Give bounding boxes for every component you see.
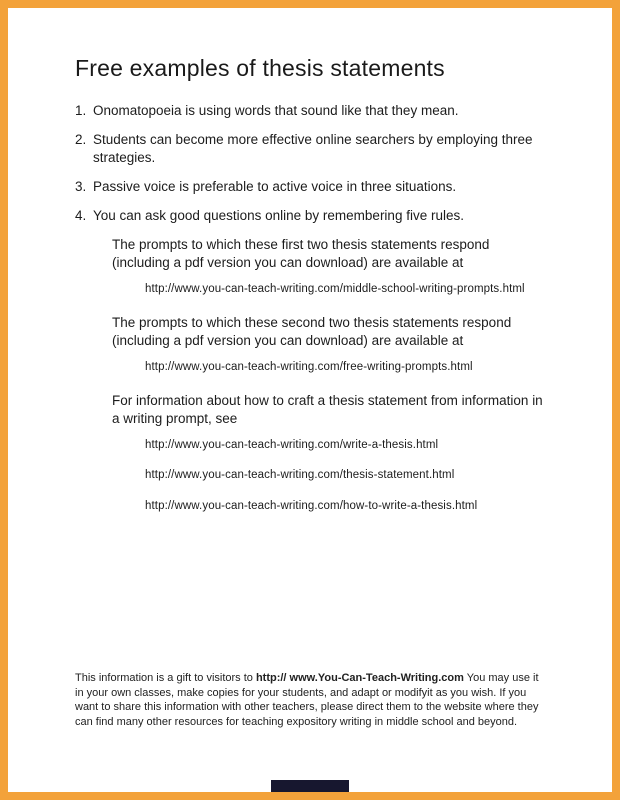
list-item-text: You can ask good questions online by remembering five rules. — [93, 208, 464, 224]
cropped-banner — [271, 780, 349, 792]
list-item-text: Students can become more effective online searchers by employing three strategies. — [93, 132, 533, 165]
list-item-number: 1. — [75, 103, 87, 118]
url-text: http://www.you-can-teach-writing.com/write-a-thesis.html — [145, 438, 439, 451]
url-text: http://www.you-can-teach-writing.com/middle-school-writing-prompts.html — [145, 283, 525, 296]
footer-text-post: You may use it in your own classes, make copies for your students, and adapt or modifyit as you wish. If you want to share this information with other teachers, please direct them to the website where they can find many other resources for teaching expository writing in middle school and beyond. — [75, 672, 539, 728]
document-content — [8, 8, 612, 729]
footer-text-pre: This information is a gift to visitors to — [75, 672, 256, 685]
prompt-section-first-two — [75, 236, 557, 297]
list-item — [75, 207, 557, 224]
url-text: http://www.you-can-teach-writing.com/free-writing-prompts.html — [145, 360, 473, 373]
footer-website-bold: http:// www.You-Can-Teach-Writing.com — [255, 672, 464, 685]
list-item-number: 2. — [75, 132, 87, 148]
list-item-number: 4. — [75, 208, 87, 224]
list-item — [75, 131, 557, 166]
list-item-number: 3. — [75, 178, 87, 194]
list-item — [75, 102, 557, 119]
list-item-text: Onomatopoeia is using words that sound like that they mean. — [93, 103, 459, 118]
footer-text — [75, 671, 549, 729]
craft-thesis-section — [75, 392, 557, 514]
section-paragraph: The prompts to which these first two thesis statements respond (including a pdf version you can download) are available at — [112, 237, 490, 271]
url-text: http://www.you-can-teach-writing.com/how-to-write-a-thesis.html — [145, 500, 478, 513]
prompt-section-second-two — [75, 314, 557, 375]
page-title: Free examples of thesis statements — [75, 55, 445, 81]
list-item-text: Passive voice is preferable to active voice in three situations. — [93, 178, 457, 194]
list-item — [75, 178, 557, 195]
section-paragraph: For information about how to craft a thesis statement from information in a writing prompt, see — [112, 392, 543, 426]
section-paragraph: The prompts to which these second two thesis statements respond (including a pdf version you can download) are available at — [112, 315, 512, 348]
url-text: http://www.you-can-teach-writing.com/thesis-statement.html — [145, 469, 455, 482]
thesis-statement-list — [75, 102, 557, 224]
